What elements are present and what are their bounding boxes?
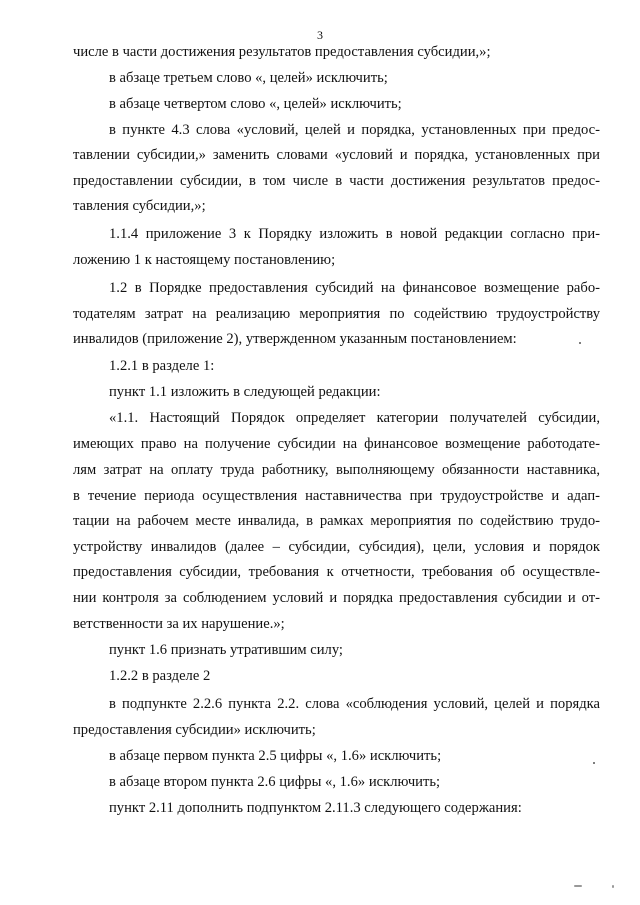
text-line: в пункте 4.3 слова «условий, целей и порядка, установленных при предос- <box>109 122 600 138</box>
text-line: 1.2 в Порядке предоставления субсидий на финансовое возмещение рабо- <box>109 280 600 296</box>
text-line: предоставлении субсидии, в том числе в части достижения результатов предос- <box>73 173 600 189</box>
text-line: в абзаце четвертом слово «, целей» исключить; <box>109 96 402 112</box>
text-line: пункт 1.1 изложить в следующей редакции: <box>109 384 381 400</box>
text-line: пункт 2.11 дополнить подпунктом 2.11.3 следующего содержания: <box>109 800 522 816</box>
text-line: 1.1.4 приложение 3 к Порядку изложить в новой редакции согласно при- <box>109 226 600 242</box>
text-line: имеющих право на получение субсидии на финансовое возмещение работодате- <box>73 436 600 452</box>
scan-speck <box>593 762 595 764</box>
text-line: в абзаце первом пункта 2.5 цифры «, 1.6» исключить; <box>109 748 442 764</box>
text-line: лям затрат на оплату труда работнику, выполняющему обязанности наставника, <box>73 462 600 478</box>
text-line: инвалидов (приложение 2), утвержденном указанным постановлением: <box>73 331 517 347</box>
text-line: в абзаце втором пункта 2.6 цифры «, 1.6» исключить; <box>109 774 441 790</box>
text-line: ложению 1 к настоящему постановлению; <box>73 252 336 268</box>
text-line: тации на рабочем месте инвалида, в рамках мероприятия по содействию трудо- <box>73 513 600 529</box>
text-line: 1.2.1 в разделе 1: <box>109 358 215 374</box>
text-line: тавления субсидии,»; <box>73 198 206 214</box>
text-line: числе в части достижения результатов предоставления субсидии,»; <box>73 44 491 60</box>
text-line: нии контроля за соблюдением условий и порядка предоставления субсидии и от- <box>73 590 600 606</box>
page-number: 3 <box>317 28 323 42</box>
text-line: тавлении субсидии,» заменить словами «условий и порядка, установленных при <box>73 147 600 163</box>
scan-speck <box>612 885 614 888</box>
scan-speck <box>579 342 581 344</box>
scan-speck <box>574 885 582 887</box>
text-line: предоставления субсидии» исключить; <box>73 722 316 738</box>
text-line: ветственности за их нарушение.»; <box>73 616 285 632</box>
text-line: тодателям затрат на реализацию мероприятия по содействию трудоустройству <box>73 306 600 322</box>
text-line: в течение периода осуществления наставничества при трудоустройстве и адап- <box>73 488 600 504</box>
text-line: устройству инвалидов (далее – субсидии, субсидия), цели, условия и порядок <box>73 539 600 555</box>
text-line: в подпункте 2.2.6 пункта 2.2. слова «соблюдения условий, целей и порядка <box>109 696 600 712</box>
text-line: пункт 1.6 признать утратившим силу; <box>109 642 343 658</box>
text-line: 1.2.2 в разделе 2 <box>109 668 211 684</box>
text-line: «1.1. Настоящий Порядок определяет категории получателей субсидии, <box>109 410 600 426</box>
text-line: в абзаце третьем слово «, целей» исключить; <box>109 70 388 86</box>
text-line: предоставления субсидии, требования к отчетности, требования об осуществле- <box>73 564 600 580</box>
